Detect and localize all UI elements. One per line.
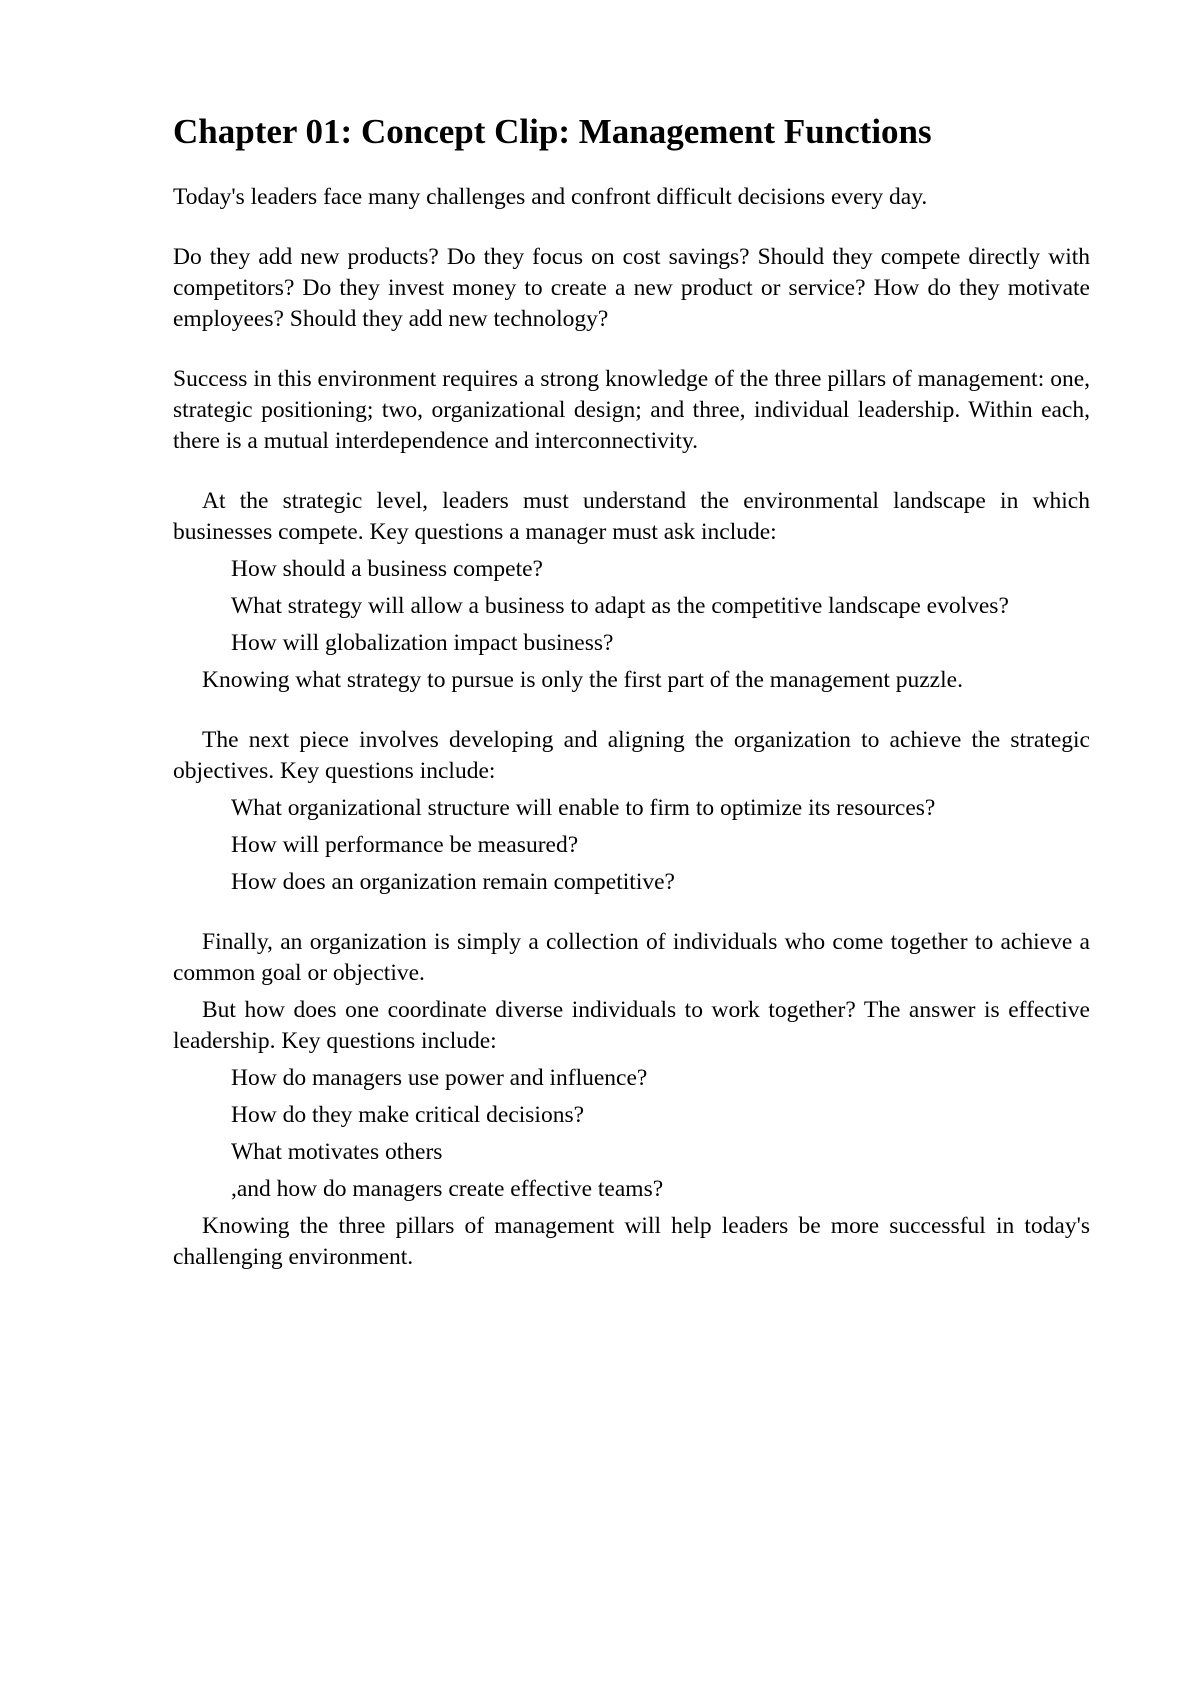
pillars-paragraph: Success in this environment requires a strong knowledge of the three pillars of management: one, strategic positioning; two, organizational design; and three, individual leadership. Within each, there is a mutual interdependence and interconnectivity. xyxy=(173,366,1090,454)
leadership-question: What motivates others xyxy=(231,1139,443,1165)
leadership-lead-paragraph-2: But how does one coordinate diverse individuals to work together? The answer is effective leadership. Key questions include: xyxy=(173,997,1090,1054)
leadership-lead-paragraph: Finally, an organization is simply a collection of individuals who come together to achieve a common goal or objective. xyxy=(173,929,1090,986)
strategic-question: How should a business compete? xyxy=(231,556,543,582)
strategic-question: What strategy will allow a business to adapt as the competitive landscape evolves? xyxy=(231,593,1009,619)
strategic-closing-paragraph: Knowing what strategy to pursue is only the first part of the management puzzle. xyxy=(202,667,963,693)
leadership-closing-paragraph: Knowing the three pillars of management will help leaders be more successful in today's challenging environment. xyxy=(173,1213,1090,1270)
leadership-question: How do they make critical decisions? xyxy=(231,1102,585,1128)
leadership-question: ,and how do managers create effective teams? xyxy=(231,1176,664,1202)
organizational-lead-paragraph: The next piece involves developing and aligning the organization to achieve the strategic objectives. Key questions include: xyxy=(173,727,1090,784)
strategic-lead-paragraph: At the strategic level, leaders must understand the environmental landscape in which businesses compete. Key questions a manager must ask include: xyxy=(173,488,1090,545)
organizational-question: What organizational structure will enable to firm to optimize its resources? xyxy=(231,795,936,821)
strategic-question: How will globalization impact business? xyxy=(231,630,614,656)
questions-paragraph: Do they add new products? Do they focus on cost savings? Should they compete directly with competitors? Do they invest money to create a new product or service? How do they motivate employees? Should they add new technology? xyxy=(173,244,1090,332)
leadership-question: How do managers use power and influence? xyxy=(231,1065,648,1091)
document-body xyxy=(173,112,1090,1273)
organizational-question: How will performance be measured? xyxy=(231,832,579,858)
organizational-question: How does an organization remain competitive? xyxy=(231,869,675,895)
chapter-title: Chapter 01: Concept Clip: Management Functions xyxy=(173,112,932,151)
intro-paragraph: Today's leaders face many challenges and confront difficult decisions every day. xyxy=(173,184,928,210)
